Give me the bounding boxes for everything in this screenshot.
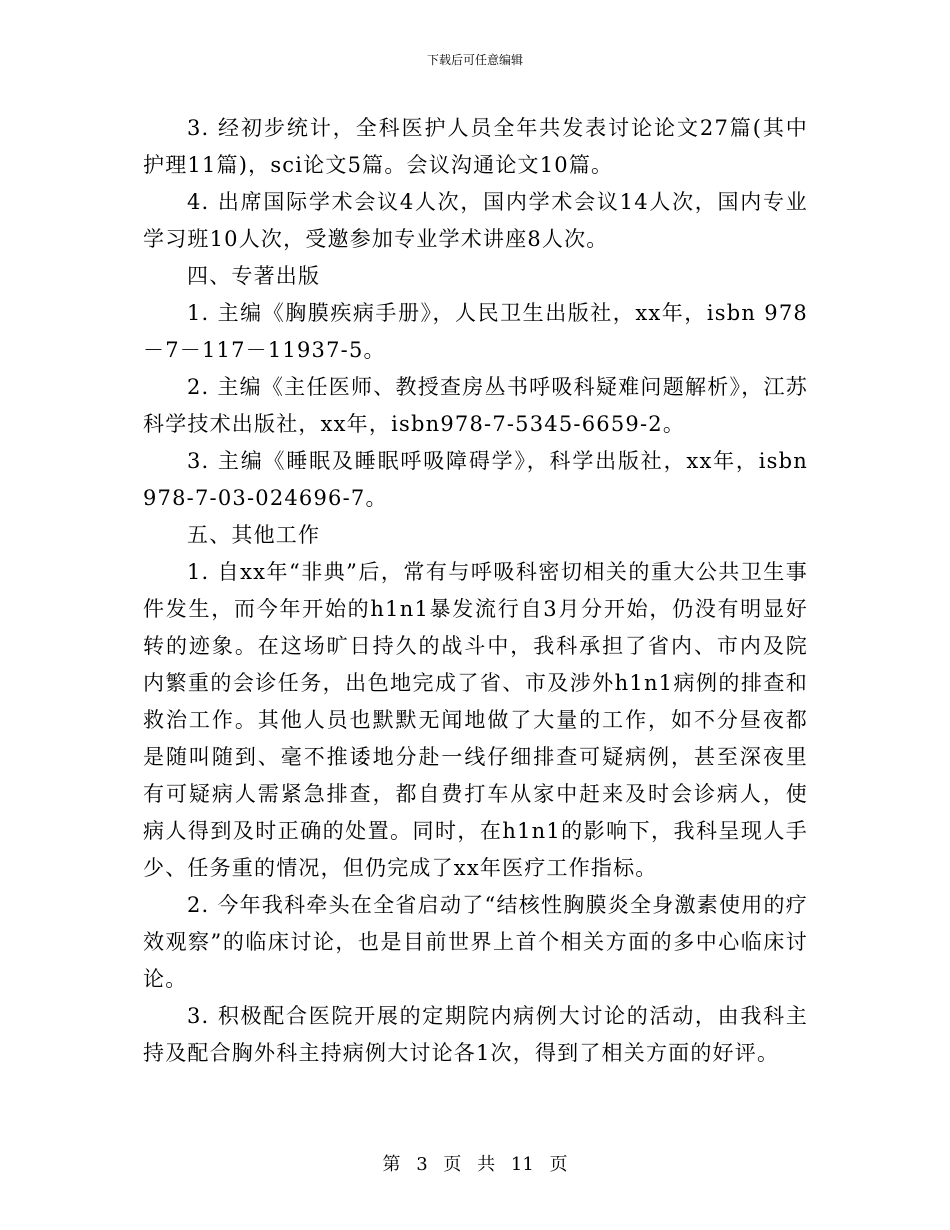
paragraph-other-work-2: 2. 今年我科牵头在全省启动了“结核性胸膜炎全身激素使用的疗效观察”的临床讨论，也是目前世界上首个相关方面的多中心临床讨论。 [143, 893, 808, 991]
paragraph-monograph-3: 3. 主编《睡眠及睡眠呼吸障碍学》，科学出版社，xx年，isbn 978-7-03-024696-7。 [143, 449, 808, 510]
paragraph-monograph-2: 2. 主编《主任医师、教授查房丛书呼吸科疑难问题解析》，江苏科学技术出版社，xx年，isbn978-7-5345-6659-2。 [143, 375, 808, 436]
footer-total-label: 共 [477, 1154, 496, 1175]
paragraph-conferences: 4. 出席国际学术会议4人次，国内学术会议14人次，国内专业学习班10人次，受邀参加专业学术讲座8人次。 [143, 190, 808, 251]
section-heading-monographs: 四、专著出版 [187, 264, 321, 288]
page-footer [0, 1153, 950, 1177]
footer-total-pages: 11 [510, 1154, 534, 1175]
page-header: 下载后可任意编辑 [426, 53, 523, 67]
paragraph-other-work-3: 3. 积极配合医院开展的定期院内病例大讨论的活动，由我科主持及配合胸外科主持病例大讨论各1次，得到了相关方面的好评。 [143, 1004, 808, 1065]
section-heading-other-work: 五、其他工作 [187, 523, 321, 547]
footer-page-label: 页 [443, 1154, 462, 1175]
footer-prefix: 第 [382, 1154, 401, 1175]
document-body [143, 110, 808, 1072]
paragraph-other-work-1: 1. 自xx年“非典”后，常有与呼吸科密切相关的重大公共卫生事件发生，而今年开始的h1n1暴发流行自3月分开始，仍没有明显好转的迹象。在这场旷日持久的战斗中，我科承担了省内、市内及院内繁重的会诊任务，出色地完成了省、市及涉外h1n1病例的排查和救治工作。其他人员也默默无闻地做了大量的工作，如不分昼夜都是随叫随到、毫不推诿地分赴一线仔细排查可疑病例，甚至深夜里有可疑病人需紧急排查，都自费打车从家中赶来及时会诊病人，使病人得到及时正确的处置。同时，在h1n1的影响下，我科呈现人手少、任务重的情况，但仍完成了xx年医疗工作指标。 [143, 560, 808, 880]
footer-page-number: 3 [416, 1154, 428, 1175]
footer-suffix: 页 [549, 1154, 568, 1175]
paragraph-publications-stats: 3. 经初步统计，全科医护人员全年共发表讨论论文27篇(其中护理11篇)，sci论文5篇。会议沟通论文10篇。 [143, 116, 808, 177]
paragraph-monograph-1: 1. 主编《胸膜疾病手册》，人民卫生出版社，xx年，isbn 978－7－117－11937-5。 [143, 301, 808, 362]
